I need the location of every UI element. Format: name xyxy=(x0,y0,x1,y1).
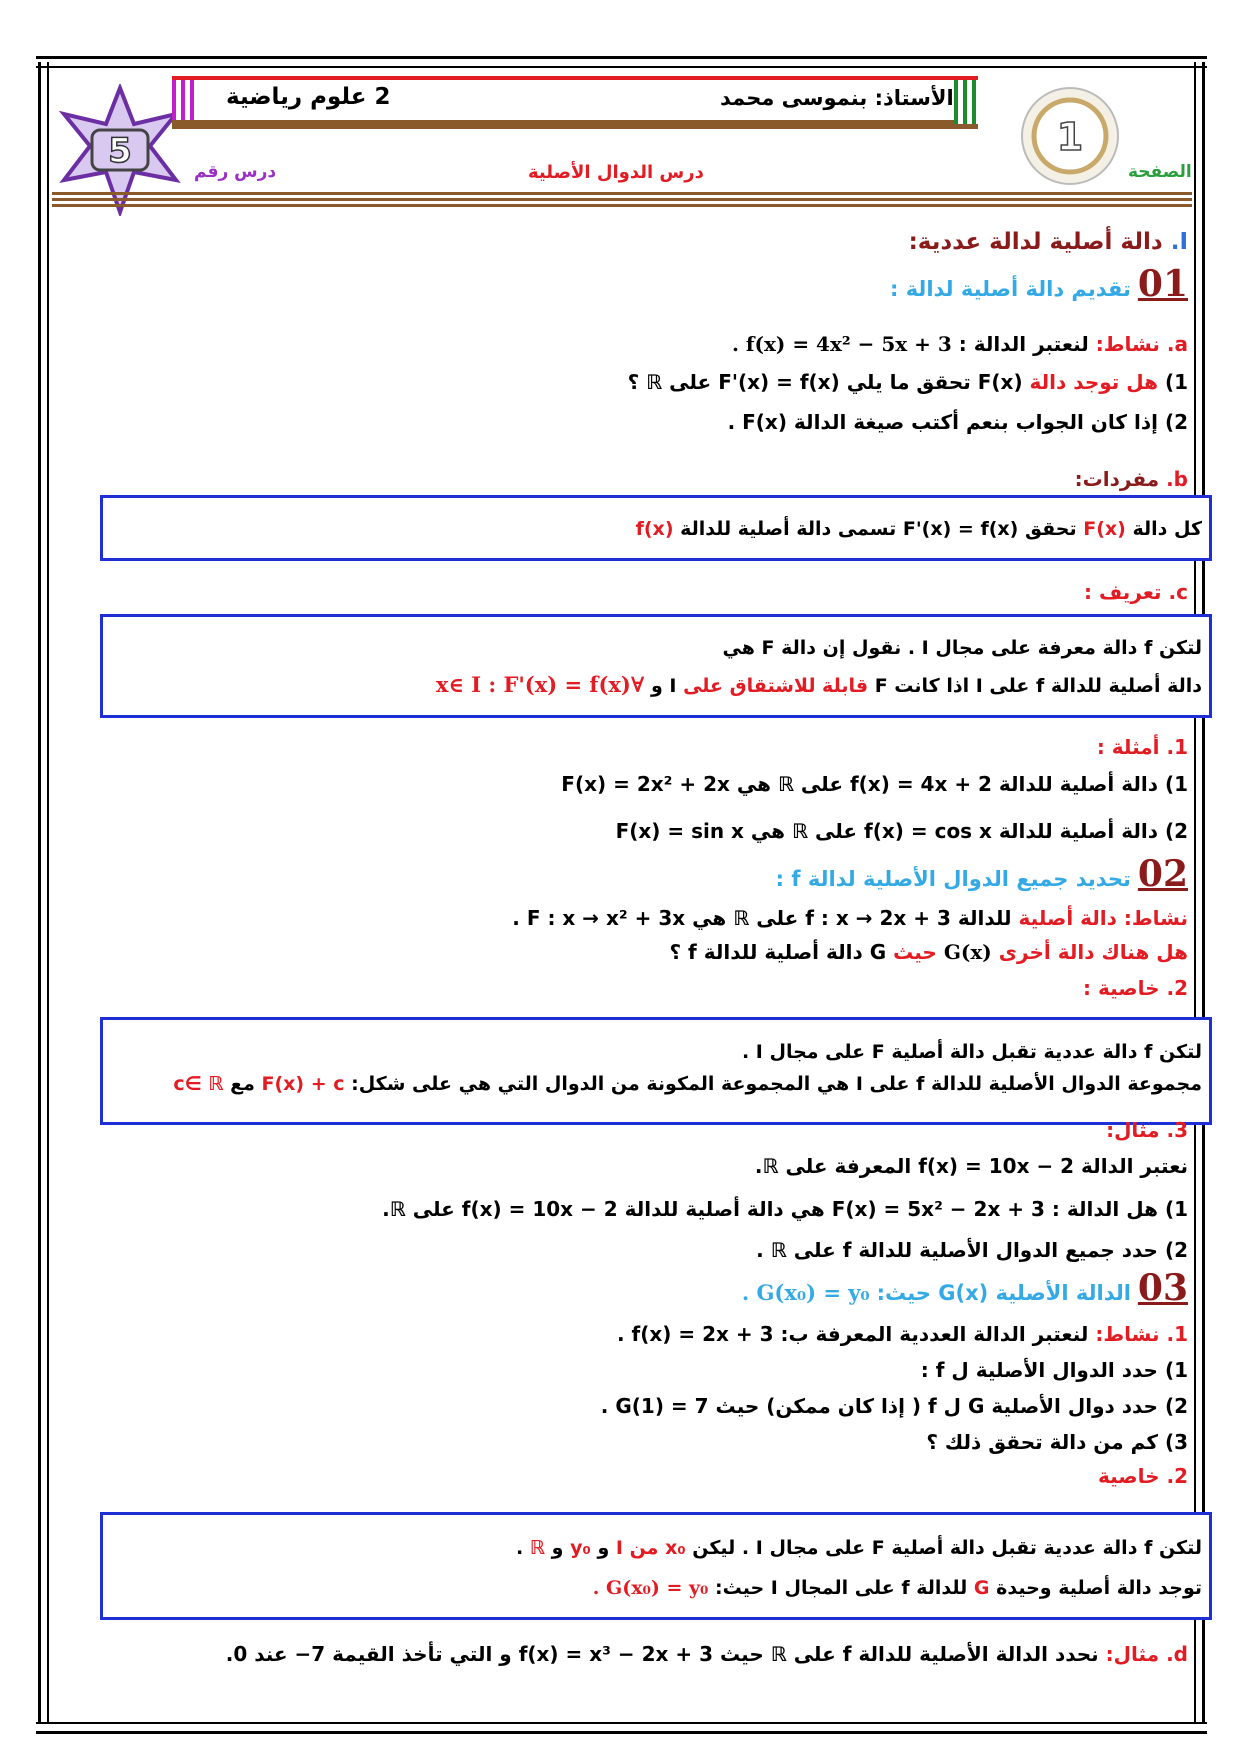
activity-a: a. نشاط: لنعتبر الدالة : f(x) = 4x² − 5x + 3 . xyxy=(731,332,1188,356)
activity-02-question: هل هناك دالة أخرى G(x) حيث G دالة أصلية للدالة f ؟ xyxy=(669,940,1188,964)
definition-line-2: دالة أصلية للدالة f على I اذا كانت F قابلة للاشتقاق على I و ∀x∈ I : F'(x) = f(x) xyxy=(435,672,1202,697)
property-03-line-2: توجد دالة أصلية وحيدة G للدالة f على المجال I حيث: G(x₀) = y₀ . xyxy=(592,1577,1202,1599)
frame-right-border xyxy=(1194,62,1205,1722)
activity-03-q1: 1) حدد الدوال الأصلية ل f : xyxy=(920,1358,1188,1382)
property-02-line-2: مجموعة الدوال الأصلية للدالة f على I هي المجموعة المكونة من الدوال التي هي على شكل: F(x) + c مع c∈ ℝ xyxy=(173,1073,1202,1095)
definition-heading: c. تعريف : xyxy=(1084,580,1188,604)
property-03-box xyxy=(100,1512,1212,1620)
property-03-heading: 2. خاصية xyxy=(1097,1464,1188,1488)
property-02-line-1: لتكن f دالة عددية تقبل دالة أصلية F على مجال I . xyxy=(741,1041,1202,1063)
definition-box xyxy=(100,614,1212,718)
frame-left-border xyxy=(38,62,49,1722)
example-2: 2) دالة أصلية للدالة f(x) = cos x على ℝ هي F(x) = sin x xyxy=(615,819,1188,843)
content xyxy=(56,0,1202,1757)
part-02-heading: 02 تحديد جميع الدوال الأصلية لدالة f : xyxy=(775,853,1188,895)
lesson-title-label: درس الدوال الأصلية xyxy=(528,162,704,183)
vocab-heading: b. مفردات: xyxy=(1074,467,1188,491)
lesson-number-label: درس رقم xyxy=(194,162,277,182)
part-01-heading: 01 تقديم دالة أصلية لدالة : xyxy=(889,263,1188,305)
part-03-heading: 03 الدالة الأصلية G(x) حيث: G(x₀) = y₀ . xyxy=(741,1267,1188,1309)
example-1: 1) دالة أصلية للدالة f(x) = 4x + 2 على ℝ هي F(x) = 2x² + 2x xyxy=(561,772,1188,796)
page-number: 1 xyxy=(1056,115,1084,159)
question-2: 2) إذا كان الجواب بنعم أكتب صيغة الدالة F(x) . xyxy=(727,410,1188,434)
page-label: الصفحة xyxy=(1128,162,1192,182)
question-1: 1) هل توجد دالة F(x) تحقق ما يلي F'(x) = f(x) على ℝ ؟ xyxy=(627,370,1188,394)
example-02-text: نعتبر الدالة f(x) = 10x − 2 المعرفة على ℝ. xyxy=(754,1154,1188,1178)
property-03-line-1: لتكن f دالة عددية تقبل دالة أصلية F على مجال I . ليكن x₀ من I و y₀ و ℝ . xyxy=(515,1537,1202,1559)
section-I-heading: I. دالة أصلية لدالة عددية: xyxy=(908,229,1188,255)
activity-03-q2: 2) حدد دوال الأصلية G ل f ( إذا كان ممكن) حيث G(1) = 7 . xyxy=(600,1394,1188,1418)
teacher-label: الأستاذ: بنموسى محمد xyxy=(720,86,954,110)
example-d: d. مثال: نحدد الدالة الأصلية للدالة f على ℝ حيث f(x) = x³ − 2x + 3 و التي تأخذ القيمة 7− عند 0. xyxy=(225,1642,1188,1666)
example-02-q2: 2) حدد جميع الدوال الأصلية للدالة f على ℝ . xyxy=(756,1238,1188,1262)
definition-line-1: لتكن f دالة معرفة على مجال I . نقول إن دالة F هي xyxy=(722,637,1202,659)
activity-02: نشاط: دالة أصلية للدالة f : x → 2x + 3 على ℝ هي F : x → x² + 3x . xyxy=(512,906,1188,930)
property-02-heading: 2. خاصية : xyxy=(1082,976,1188,1000)
star-number: 5 xyxy=(108,131,132,171)
level-label: 2 علوم رياضية xyxy=(226,84,391,110)
activity-03: 1. نشاط: لنعتبر الدالة العددية المعرفة ب: f(x) = 2x + 3 . xyxy=(616,1322,1188,1346)
activity-03-q3: 3) كم من دالة تحقق ذلك ؟ xyxy=(926,1430,1188,1454)
examples-heading: 1. أمثلة : xyxy=(1096,735,1188,759)
vocab-text: كل دالة F(x) تحقق F'(x) = f(x) تسمى دالة أصلية للدالة f(x) xyxy=(635,518,1202,540)
example-02-q1: 1) هل الدالة : F(x) = 5x² − 2x + 3 هي دالة أصلية للدالة f(x) = 10x − 2 على ℝ. xyxy=(382,1197,1188,1221)
example-02-heading: 3. مثال: xyxy=(1106,1118,1188,1142)
